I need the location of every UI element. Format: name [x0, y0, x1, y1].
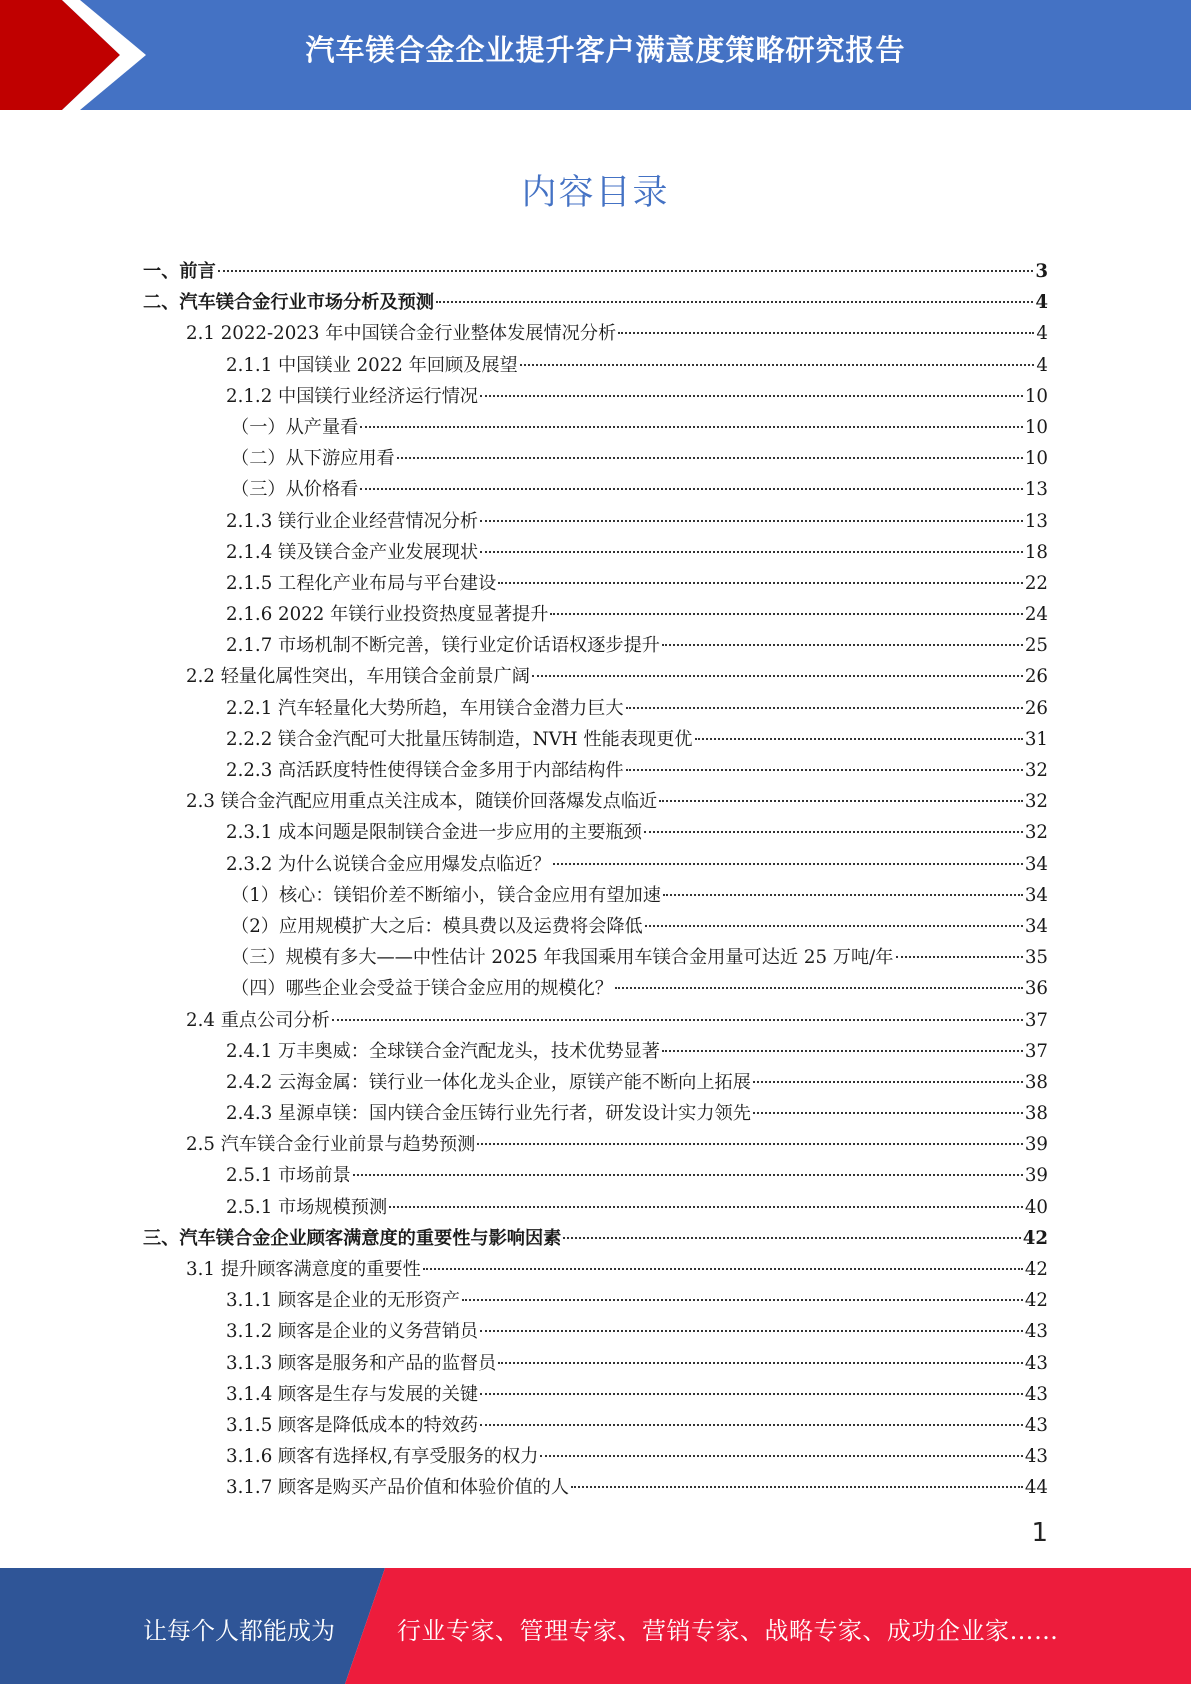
toc-entry[interactable]	[143, 412, 1048, 443]
toc-entry[interactable]	[143, 942, 1048, 973]
toc-heading: 内容目录	[521, 173, 670, 213]
toc-entry-page: 43	[1024, 1383, 1048, 1405]
toc-entry-page: 34	[1024, 915, 1048, 937]
toc-entry[interactable]	[143, 537, 1048, 568]
toc-entry-page: 4	[1036, 354, 1048, 376]
toc-entry-title: 2.3 镁合金汽配应用重点关注成本，随镁价回落爆发点临近	[186, 791, 658, 813]
toc-entry[interactable]	[143, 661, 1048, 692]
toc-entry-title: （一）从产量看	[231, 416, 359, 438]
toc-entry-page: 13	[1024, 510, 1048, 532]
toc-entry-title: 2.2.1 汽车轻量化大势所趋，车用镁合金潜力巨大	[226, 697, 624, 719]
toc-entry-page: 42	[1022, 1227, 1048, 1249]
toc-entry-title: 3.1.2 顾客是企业的义务营销员	[226, 1321, 479, 1343]
toc-entry-title: 3.1.7 顾客是购买产品价值和体验价值的人	[226, 1477, 570, 1499]
toc-dot-leader	[332, 1019, 1023, 1021]
toc-entry-title: 3.1 提升顾客满意度的重要性	[186, 1259, 421, 1280]
toc-entry-title: 3.1.4 顾客是生存与发展的关键	[226, 1383, 479, 1405]
toc-entry-page: 26	[1024, 697, 1048, 719]
toc-dot-leader	[360, 426, 1023, 428]
toc-entry[interactable]	[143, 1160, 1048, 1191]
toc-dot-leader	[659, 800, 1023, 802]
toc-entry-title: 2.3.2 为什么说镁合金应用爆发点临近？	[226, 853, 551, 875]
toc-entry[interactable]	[143, 1098, 1048, 1129]
toc-entry[interactable]	[143, 287, 1048, 318]
toc-entry-page: 38	[1024, 1071, 1048, 1093]
toc-entry-page: 36	[1024, 978, 1048, 1000]
toc-entry[interactable]	[143, 1379, 1048, 1410]
toc-dot-leader	[480, 1424, 1023, 1426]
toc-entry-page: 39	[1024, 1165, 1048, 1187]
toc-entry-title: 3.1.6 顾客有选择权,有享受服务的权力	[226, 1446, 539, 1468]
toc-dot-leader	[644, 831, 1023, 833]
toc-entry[interactable]	[143, 381, 1048, 412]
toc-dot-leader	[618, 332, 1034, 334]
toc-entry-title: （1）核心：镁铝价差不断缩小，镁合金应用有望加速	[231, 884, 661, 906]
toc-dot-leader	[571, 1486, 1023, 1488]
toc-entry[interactable]	[143, 973, 1048, 1004]
toc-entry[interactable]	[143, 755, 1048, 786]
toc-entry[interactable]	[143, 506, 1048, 537]
toc-entry-page: 38	[1024, 1103, 1048, 1125]
toc-entry-title: （三）从价格看	[231, 479, 359, 501]
report-title: 汽车镁合金企业提升客户满意度策略研究报告	[305, 33, 906, 67]
toc-dot-leader	[423, 1268, 1023, 1270]
toc-entry[interactable]	[143, 1254, 1048, 1285]
toc-entry-page: 43	[1024, 1446, 1048, 1468]
toc-dot-leader	[662, 1050, 1023, 1052]
toc-entry-title: 2.4.3 星源卓镁：国内镁合金压铸行业先行者，研发设计实力领先	[226, 1103, 751, 1125]
toc-entry-title: （二）从下游应用看	[231, 448, 395, 470]
toc-entry-page: 3	[1035, 261, 1048, 282]
toc-entry-title: 2.1.2 中国镁行业经济运行情况	[226, 385, 479, 407]
toc-entry-title: 2.1.1 中国镁业 2022 年回顾及展望	[226, 354, 518, 376]
toc-entry-page: 4	[1035, 292, 1048, 314]
toc-dot-leader	[753, 1112, 1023, 1114]
toc-dot-leader	[353, 1174, 1023, 1176]
toc-dot-leader	[397, 457, 1023, 459]
toc-dot-leader	[626, 707, 1023, 709]
toc-entry-title: 2.4.1 万丰奥威：全球镁合金汽配龙头，技术优势显著	[226, 1040, 660, 1062]
toc-entry[interactable]	[143, 568, 1048, 599]
toc-entry-title: 三、汽车镁合金企业顾客满意度的重要性与影响因素	[143, 1227, 562, 1249]
toc-entry[interactable]	[143, 1129, 1048, 1160]
toc-entry-page: 35	[1024, 947, 1048, 969]
table-of-contents	[143, 256, 1048, 1504]
toc-entry-page: 10	[1024, 385, 1048, 407]
toc-entry[interactable]	[143, 599, 1048, 630]
toc-entry[interactable]	[143, 318, 1048, 349]
toc-dot-leader	[360, 488, 1023, 490]
toc-entry-page: 26	[1024, 666, 1048, 688]
toc-dot-leader	[532, 675, 1023, 677]
toc-entry-title: 2.2.2 镁合金汽配可大批量压铸制造，NVH 性能表现更优	[226, 728, 693, 750]
toc-dot-leader	[645, 925, 1023, 927]
toc-entry[interactable]	[143, 1067, 1048, 1098]
toc-dot-leader	[480, 520, 1023, 522]
toc-dot-leader	[563, 1237, 1020, 1239]
toc-entry-title: 2.5.1 市场规模预测	[226, 1196, 388, 1218]
toc-entry-page: 39	[1024, 1134, 1048, 1156]
toc-entry[interactable]	[143, 1285, 1048, 1316]
toc-entry-page: 43	[1024, 1414, 1048, 1436]
toc-dot-leader	[550, 613, 1022, 615]
toc-dot-leader	[540, 1455, 1022, 1457]
toc-entry[interactable]	[143, 911, 1048, 942]
toc-entry[interactable]	[143, 1192, 1048, 1223]
page-number: 1	[1031, 1518, 1048, 1548]
footer-slogan-right: 行业专家、管理专家、营销专家、战略专家、成功企业家……	[397, 1617, 1059, 1645]
toc-dot-leader	[218, 270, 1034, 272]
toc-entry-page: 22	[1024, 572, 1048, 594]
toc-entry-title: 2.1.3 镁行业企业经营情况分析	[226, 510, 479, 532]
toc-dot-leader	[480, 551, 1023, 553]
toc-entry[interactable]	[143, 474, 1048, 505]
toc-dot-leader	[695, 738, 1023, 740]
toc-entry-title: （2）应用规模扩大之后：模具费以及运费将会降低	[231, 915, 643, 937]
toc-entry-page: 4	[1036, 323, 1048, 345]
toc-entry-title: 3.1.5 顾客是降低成本的特效药	[226, 1414, 479, 1436]
toc-entry[interactable]	[143, 1410, 1048, 1441]
toc-dot-leader	[753, 1081, 1023, 1083]
toc-entry-page: 24	[1024, 604, 1048, 626]
toc-entry-page: 43	[1024, 1352, 1048, 1374]
toc-entry[interactable]	[143, 1472, 1048, 1503]
toc-entry-title: 2.1.6 2022 年镁行业投资热度显著提升	[226, 604, 549, 626]
toc-entry-page: 37	[1024, 1009, 1048, 1031]
toc-dot-leader	[615, 987, 1023, 989]
toc-entry-page: 31	[1024, 728, 1048, 750]
toc-entry-title: （四）哪些企业会受益于镁合金应用的规模化？	[231, 978, 613, 1000]
toc-dot-leader	[498, 1362, 1023, 1364]
toc-entry-title: 2.4 重点公司分析	[186, 1009, 330, 1031]
toc-entry-title: 2.3.1 成本问题是限制镁合金进一步应用的主要瓶颈	[226, 822, 642, 844]
toc-entry-title: 2.4.2 云海金属：镁行业一体化龙头企业，原镁产能不断向上拓展	[226, 1071, 751, 1093]
toc-dot-leader	[498, 582, 1023, 584]
toc-entry-title: 2.5.1 市场前景	[226, 1165, 351, 1187]
toc-entry[interactable]	[143, 849, 1048, 880]
toc-entry[interactable]	[143, 350, 1048, 381]
toc-entry-title: 3.1.3 顾客是服务和产品的监督员	[226, 1352, 497, 1374]
toc-entry[interactable]	[143, 1036, 1048, 1067]
toc-entry[interactable]	[143, 1316, 1048, 1347]
toc-entry-title: 2.1.4 镁及镁合金产业发展现状	[226, 541, 479, 563]
toc-entry-page: 42	[1024, 1290, 1048, 1312]
footer-slogan-left: 让每个人都能成为	[143, 1617, 335, 1645]
toc-entry-page: 32	[1024, 760, 1048, 781]
toc-dot-leader	[520, 364, 1035, 366]
toc-entry-title: 一、前言	[143, 261, 216, 282]
toc-entry-title: 3.1.1 顾客是企业的无形资产	[226, 1290, 460, 1312]
toc-dot-leader	[477, 1143, 1023, 1145]
toc-entry-title: 2.2.3 高活跃度特性使得镁合金多用于内部结构件	[226, 760, 624, 781]
page-header	[0, 0, 1191, 110]
toc-entry-page: 40	[1024, 1196, 1048, 1218]
page-footer	[0, 1568, 1191, 1684]
toc-entry-page: 32	[1024, 791, 1048, 813]
toc-entry-page: 43	[1024, 1321, 1048, 1343]
toc-entry[interactable]	[143, 880, 1048, 911]
toc-entry-page: 34	[1024, 853, 1048, 875]
toc-dot-leader	[462, 1299, 1023, 1301]
toc-entry[interactable]	[143, 817, 1048, 848]
toc-entry-title: 2.1 2022-2023 年中国镁合金行业整体发展情况分析	[186, 323, 617, 345]
toc-dot-leader	[389, 1206, 1023, 1208]
toc-entry[interactable]	[143, 724, 1048, 755]
toc-entry[interactable]	[143, 256, 1048, 287]
toc-entry-title: 二、汽车镁合金行业市场分析及预测	[143, 292, 435, 314]
toc-entry[interactable]	[143, 1223, 1048, 1254]
toc-entry-title: 2.1.7 市场机制不断完善，镁行业定价话语权逐步提升	[226, 635, 660, 657]
toc-dot-leader	[626, 769, 1023, 771]
toc-entry-title: 2.1.5 工程化产业布局与平台建设	[226, 572, 497, 594]
toc-entry-page: 34	[1024, 884, 1048, 906]
toc-entry-page: 10	[1024, 448, 1048, 470]
toc-dot-leader	[436, 301, 1033, 303]
toc-entry[interactable]	[143, 1441, 1048, 1472]
toc-entry[interactable]	[143, 1348, 1048, 1379]
toc-entry[interactable]	[143, 630, 1048, 661]
toc-entry[interactable]	[143, 1005, 1048, 1036]
toc-entry-page: 44	[1024, 1477, 1048, 1499]
toc-dot-leader	[896, 956, 1023, 958]
toc-dot-leader	[663, 894, 1023, 896]
toc-dot-leader	[480, 1393, 1023, 1395]
toc-entry-page: 32	[1024, 822, 1048, 844]
toc-entry-title: （三）规模有多大——中性估计 2025 年我国乘用车镁合金用量可达近 25 万吨/年	[231, 947, 894, 969]
toc-entry[interactable]	[143, 693, 1048, 724]
toc-entry[interactable]	[143, 443, 1048, 474]
toc-entry-page: 10	[1024, 416, 1048, 438]
toc-dot-leader	[553, 863, 1023, 865]
toc-entry-page: 37	[1024, 1040, 1048, 1062]
toc-dot-leader	[480, 1330, 1023, 1332]
toc-entry-page: 18	[1024, 541, 1048, 563]
toc-entry-page: 42	[1024, 1259, 1048, 1280]
toc-entry-page: 13	[1024, 479, 1048, 501]
toc-dot-leader	[480, 395, 1023, 397]
toc-dot-leader	[662, 644, 1023, 646]
toc-entry-title: 2.2 轻量化属性突出，车用镁合金前景广阔	[186, 666, 530, 688]
toc-entry-title: 2.5 汽车镁合金行业前景与趋势预测	[186, 1134, 476, 1156]
toc-entry-page: 25	[1024, 635, 1048, 657]
toc-entry[interactable]	[143, 786, 1048, 817]
